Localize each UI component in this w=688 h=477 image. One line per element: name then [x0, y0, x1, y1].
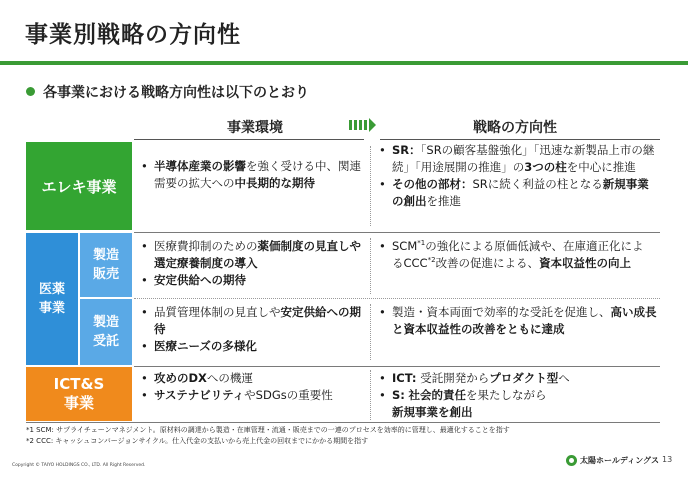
- footnote-scm: *1 SCM: サプライチェーンマネジメント。原材料の調達から製造・在庫管理・流通・販売までの一連のプロセスを効率的に管理し、最適化することを指す: [26, 426, 510, 434]
- subtitle-text: 各事業における戦略方向性は以下のとおり: [43, 85, 309, 101]
- list-item: • その他の部材：SRに続く利益の柱となる新規事業の創出を推進: [378, 176, 660, 210]
- copyright: Copyright © TAIYO HOLDINGS CO., LTD. All Right Reserved.: [12, 463, 146, 468]
- segment-label-icts: ICT&S 事業: [26, 367, 132, 421]
- list-item: • 安定供給への期待: [140, 272, 362, 289]
- medical-sales-strategy: [378, 238, 648, 272]
- electronics-strategy: [378, 142, 660, 210]
- column-header-strategy: 戦略の方向性: [473, 120, 557, 136]
- column-divider: [370, 146, 371, 226]
- row-separator: [134, 298, 660, 299]
- footnote-ccc: *2 CCC: キャッシュコンバージョンサイクル。仕入代金の支払いから売上代金の回収までにかかる期間を指す: [26, 437, 369, 445]
- list-item: • 半導体産業の影響を強く受ける中、関連需要の拡大への中長期的な期待: [140, 158, 362, 192]
- list-item: • SR：「SRの顧客基盤強化」「迅速な新製品上市の継続」「用途展開の推進」の3つの柱を中心に推進: [378, 142, 660, 176]
- list-item: • SCM$^{*1}$の強化による原価低減や、在庫適正化によるCCC$^{*2}$改善の促進による、資本収益性の向上: [378, 238, 648, 272]
- segment-label-medical-sales: 製造販売: [80, 233, 132, 297]
- column-header-environment: 事業環境: [227, 120, 283, 136]
- column-header-rule: [134, 139, 364, 140]
- medical-sales-environment: [140, 238, 362, 289]
- icts-environment: [140, 370, 362, 404]
- title-rule: [0, 61, 688, 65]
- row-separator: [134, 366, 660, 367]
- bullet-dot-icon: [26, 87, 35, 96]
- electronics-environment: [140, 158, 362, 192]
- list-item: • 製造・資本両面で効率的な受託を促進し、高い成長と資本収益性の改善をともに達成: [378, 304, 660, 338]
- column-divider: [370, 370, 371, 420]
- list-item: • 医療費抑制のための薬価制度の見直しや選定療養制度の導入: [140, 238, 362, 272]
- title-bar: [0, 0, 688, 62]
- logo-icon: [566, 455, 577, 466]
- list-item: • S: 社会的責任を果たしながら 新規事業を創出: [378, 387, 660, 421]
- list-item: • 攻めのDXへの機運: [140, 370, 362, 387]
- row-separator: [134, 232, 660, 233]
- list-item: • ICT: 受託開発からプロダクト型へ: [378, 370, 660, 387]
- subtitle: [26, 82, 309, 102]
- list-item: • サステナビリティやSDGsの重要性: [140, 387, 362, 404]
- segment-label-electronics: エレキ事業: [26, 142, 132, 230]
- segment-label-medical: 医薬事業: [26, 233, 78, 365]
- column-divider: [370, 238, 371, 294]
- segment-label-medical-contract: 製造受託: [80, 299, 132, 365]
- row-separator: [26, 422, 660, 423]
- arrow-right-icon: [349, 118, 376, 132]
- page-number: 13: [662, 455, 673, 464]
- footnotes: [26, 425, 510, 447]
- medical-contract-strategy: [378, 304, 660, 338]
- column-divider: [370, 304, 371, 360]
- company-logo: 太陽ホールディングス: [566, 455, 659, 466]
- medical-contract-environment: [140, 304, 362, 355]
- page-title: 事業別戦略の方向性: [25, 22, 241, 48]
- icts-strategy: [378, 370, 660, 421]
- list-item: • 品質管理体制の見直しや安定供給への期待: [140, 304, 362, 338]
- list-item: • 医療ニーズの多様化: [140, 338, 362, 355]
- column-header-rule: [380, 139, 660, 140]
